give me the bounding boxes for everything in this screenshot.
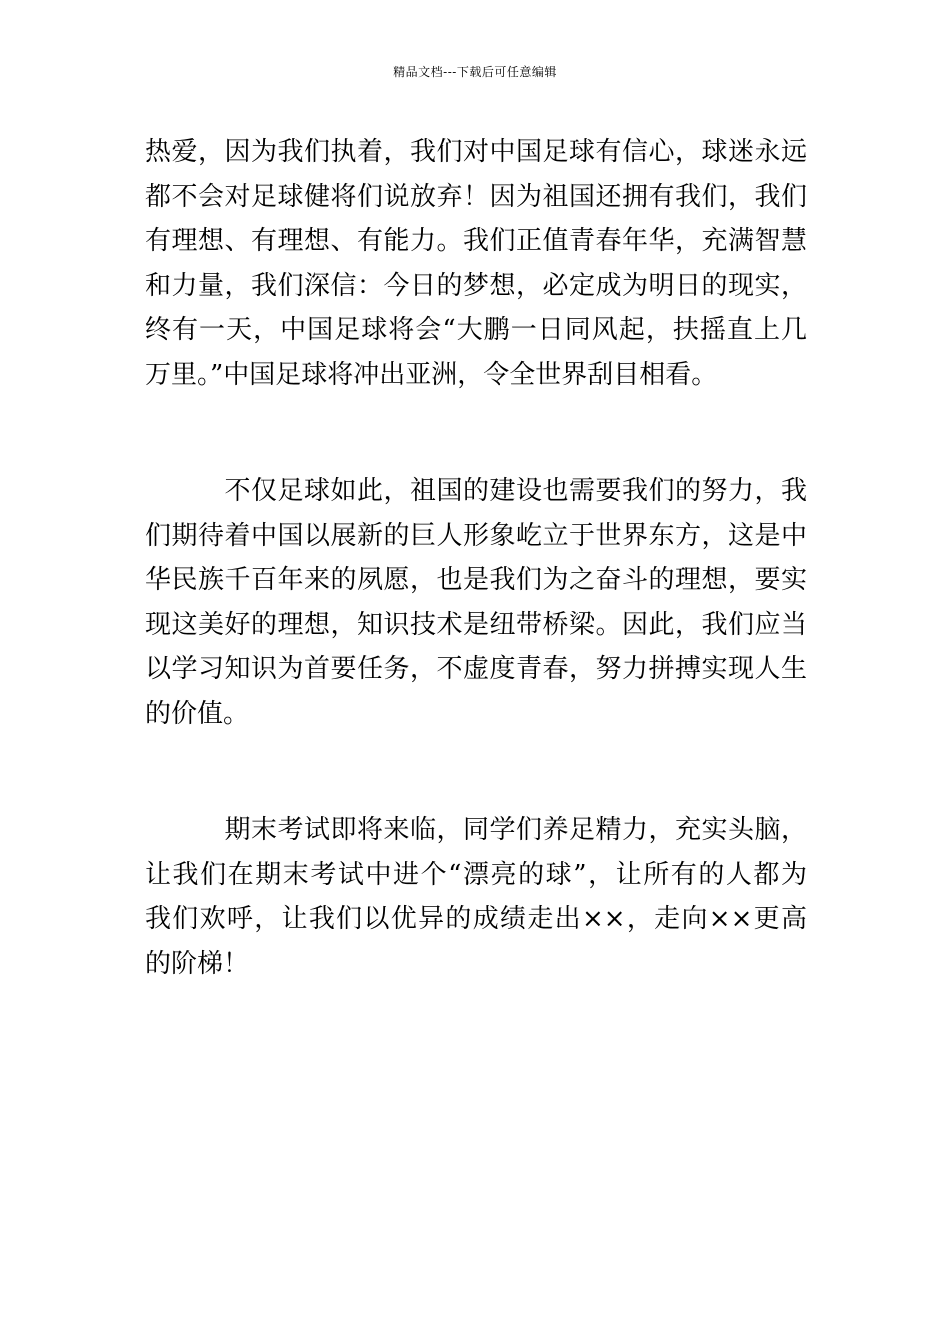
paragraph-line: 们期待着中国以展新的巨人形象屹立于世界东方，这是中 xyxy=(145,520,807,551)
paragraph-line: 我们欢呼，让我们以优异的成绩走出××，走向××更高 xyxy=(145,904,807,934)
paragraph-2 xyxy=(145,469,807,736)
paragraph-line: 热爱，因为我们执着，我们对中国足球有信心，球迷永远 xyxy=(145,137,807,167)
paragraph-line: 终有一天，中国足球将会“大鹏一日同风起，扶摇直上几 xyxy=(145,315,807,345)
paragraph-line: 不仅足球如此，祖国的建设也需要我们的努力，我 xyxy=(145,476,807,506)
paragraph-spacer xyxy=(145,736,807,808)
document-body xyxy=(145,130,807,986)
paragraph-line: 以学习知识为首要任务，不虚度青春，努力拼搏实现人生 xyxy=(145,654,807,684)
paragraph-line: 华民族千百年来的夙愿，也是我们为之奋斗的理想，要实 xyxy=(145,565,807,595)
paragraph-line: 的阶梯！ xyxy=(145,948,250,979)
paragraph-line: 让我们在期末考试中进个“漂亮的球”，让所有的人都为 xyxy=(145,859,807,890)
paragraph-spacer xyxy=(145,397,807,469)
paragraph-line: 和力量，我们深信：今日的梦想，必定成为明日的现实， xyxy=(145,270,807,301)
paragraph-line: 的价值。 xyxy=(145,698,250,729)
paragraph-line: 期末考试即将来临，同学们养足精力，充实头脑， xyxy=(145,815,807,845)
paragraph-line: 都不会对足球健将们说放弃！因为祖国还拥有我们，我们 xyxy=(145,181,807,212)
paragraph-line: 万里。”中国足球将冲出亚洲，令全世界刮目相看。 xyxy=(145,359,718,390)
paragraph-3 xyxy=(145,808,807,986)
paragraph-1 xyxy=(145,130,807,397)
page-header: 精品文档---下载后可任意编辑 xyxy=(393,65,557,79)
paragraph-line: 有理想、有理想、有能力。我们正值青春年华，充满智慧 xyxy=(145,226,807,256)
paragraph-line: 现这美好的理想，知识技术是纽带桥梁。因此，我们应当 xyxy=(145,609,807,640)
